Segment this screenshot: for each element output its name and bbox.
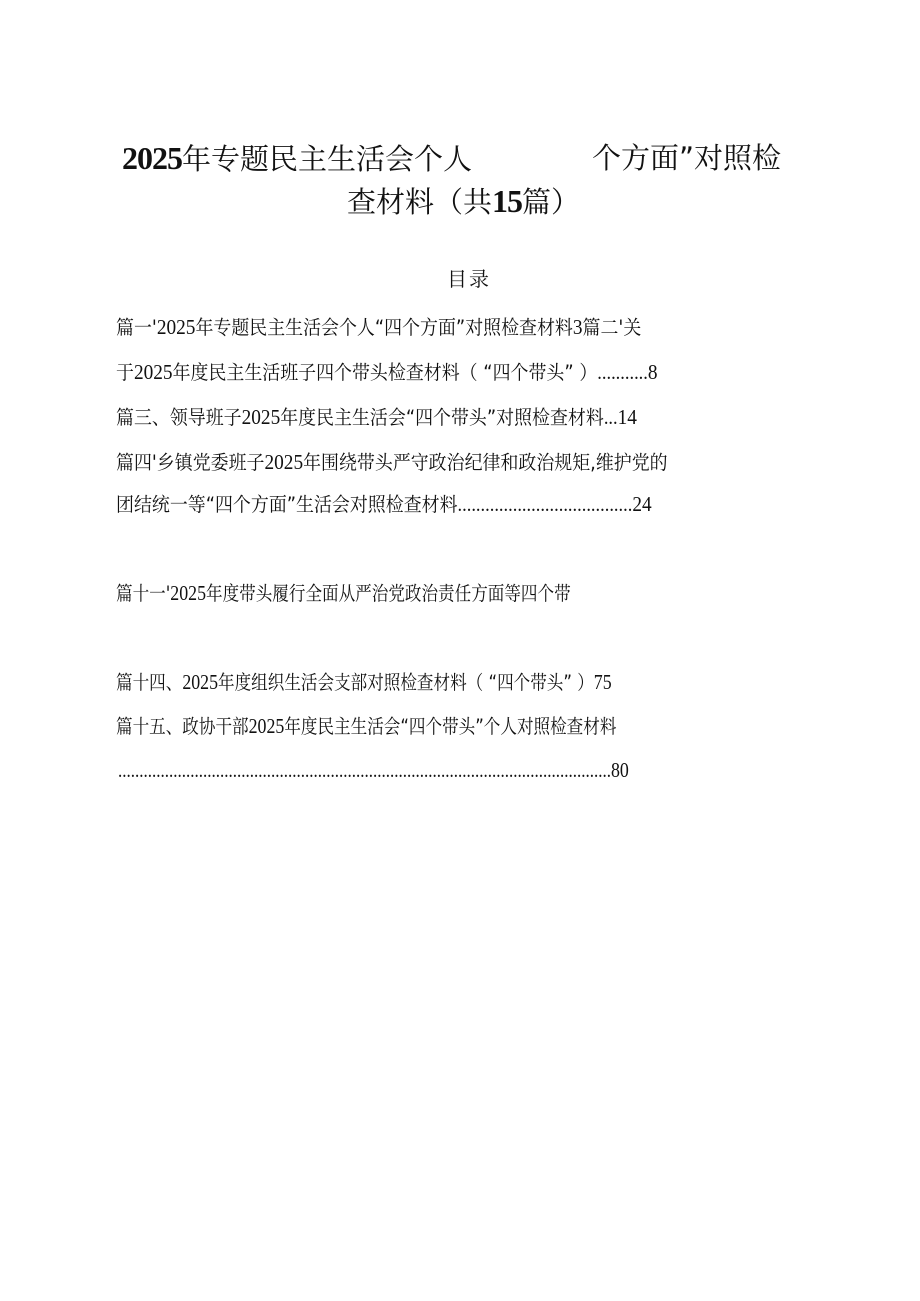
toc-leader-dots: ....................................................................................................................	[118, 760, 611, 782]
toc-entry-page: 8	[647, 360, 658, 384]
toc-entry-15[interactable]	[116, 712, 705, 741]
toc-entry-year: 2025	[264, 450, 304, 474]
toc-entry-15-continued[interactable]	[118, 756, 719, 785]
toc-entry-3[interactable]	[116, 403, 682, 432]
toc-entry-text: 年围绕带头严守政治纪律和政治规矩,维护党的	[303, 451, 668, 474]
document-title-line1-right	[592, 141, 781, 175]
toc-entry-text: 年度民主生活班子四个带头检查材料（ “四个带头” ）	[172, 361, 598, 384]
toc-leader-dots: ...........	[597, 362, 648, 384]
toc-leader-dots: ...	[603, 407, 618, 429]
toc-entry-4[interactable]	[116, 448, 716, 477]
toc-entry-page: 3	[572, 315, 583, 339]
toc-entry-tail: 篇二'关	[582, 316, 642, 339]
title-year: 2025	[122, 140, 182, 176]
toc-entry-prefix: 篇一'	[116, 316, 157, 339]
toc-entry-page: 80	[611, 758, 629, 782]
toc-entry-prefix: 篇十一'	[116, 582, 171, 605]
toc-entry-year: 2025	[156, 315, 196, 339]
toc-entry-year: 2025	[241, 405, 281, 429]
toc-heading: 目录	[447, 267, 491, 291]
toc-entry-year: 2025	[133, 360, 173, 384]
toc-entry-4-continued[interactable]	[116, 490, 698, 519]
toc-entry-1[interactable]	[116, 313, 687, 342]
toc-entry-text: 年专题民主生活会个人“四个方面”对照检查材料	[195, 316, 573, 339]
toc-entry-11[interactable]	[116, 579, 651, 608]
title-text-part3: 查材料（共	[347, 185, 493, 219]
toc-entry-page: 75	[593, 670, 612, 694]
toc-entry-text: 年度组织生活会支部对照检查材料（ “四个带头” ）	[218, 671, 594, 694]
toc-entry-2[interactable]	[116, 358, 705, 387]
toc-entry-prefix: 篇十五、政协干部	[116, 715, 249, 738]
toc-entry-text: 年度民主生活会“四个带头”个人对照检查材料	[284, 715, 617, 738]
title-text-part1: 年专题民主生活会个人	[182, 142, 473, 176]
title-text-part2: 个方面”对照检	[592, 141, 782, 175]
title-count: 15	[492, 183, 523, 219]
toc-entry-year: 2025	[248, 714, 285, 738]
toc-entry-14[interactable]	[116, 668, 699, 697]
toc-entry-year: 2025	[182, 670, 219, 694]
toc-entry-page: 14	[617, 405, 637, 429]
toc-entry-text: 团结统一等“四个方面”生活会对照检查材料	[116, 493, 458, 516]
toc-entry-year: 2025	[170, 581, 206, 605]
title-text-end: 篇）	[522, 185, 581, 219]
toc-leader-dots: ......................................	[457, 494, 633, 516]
document-title-line2	[347, 184, 580, 219]
toc-entry-text: 年度民主生活会“四个带头”对照检查材料	[280, 406, 604, 429]
toc-entry-page: 24	[632, 492, 652, 516]
toc-entry-prefix: 于	[116, 361, 134, 384]
toc-entry-text: 年度带头履行全面从严治党政治责任方面等四个带	[205, 582, 571, 605]
toc-entry-prefix: 篇十四、	[116, 671, 183, 694]
document-title-line1-left	[122, 141, 472, 176]
toc-entry-prefix: 篇四'乡镇党委班子	[116, 451, 265, 474]
toc-entry-prefix: 篇三、领导班子	[116, 406, 242, 429]
